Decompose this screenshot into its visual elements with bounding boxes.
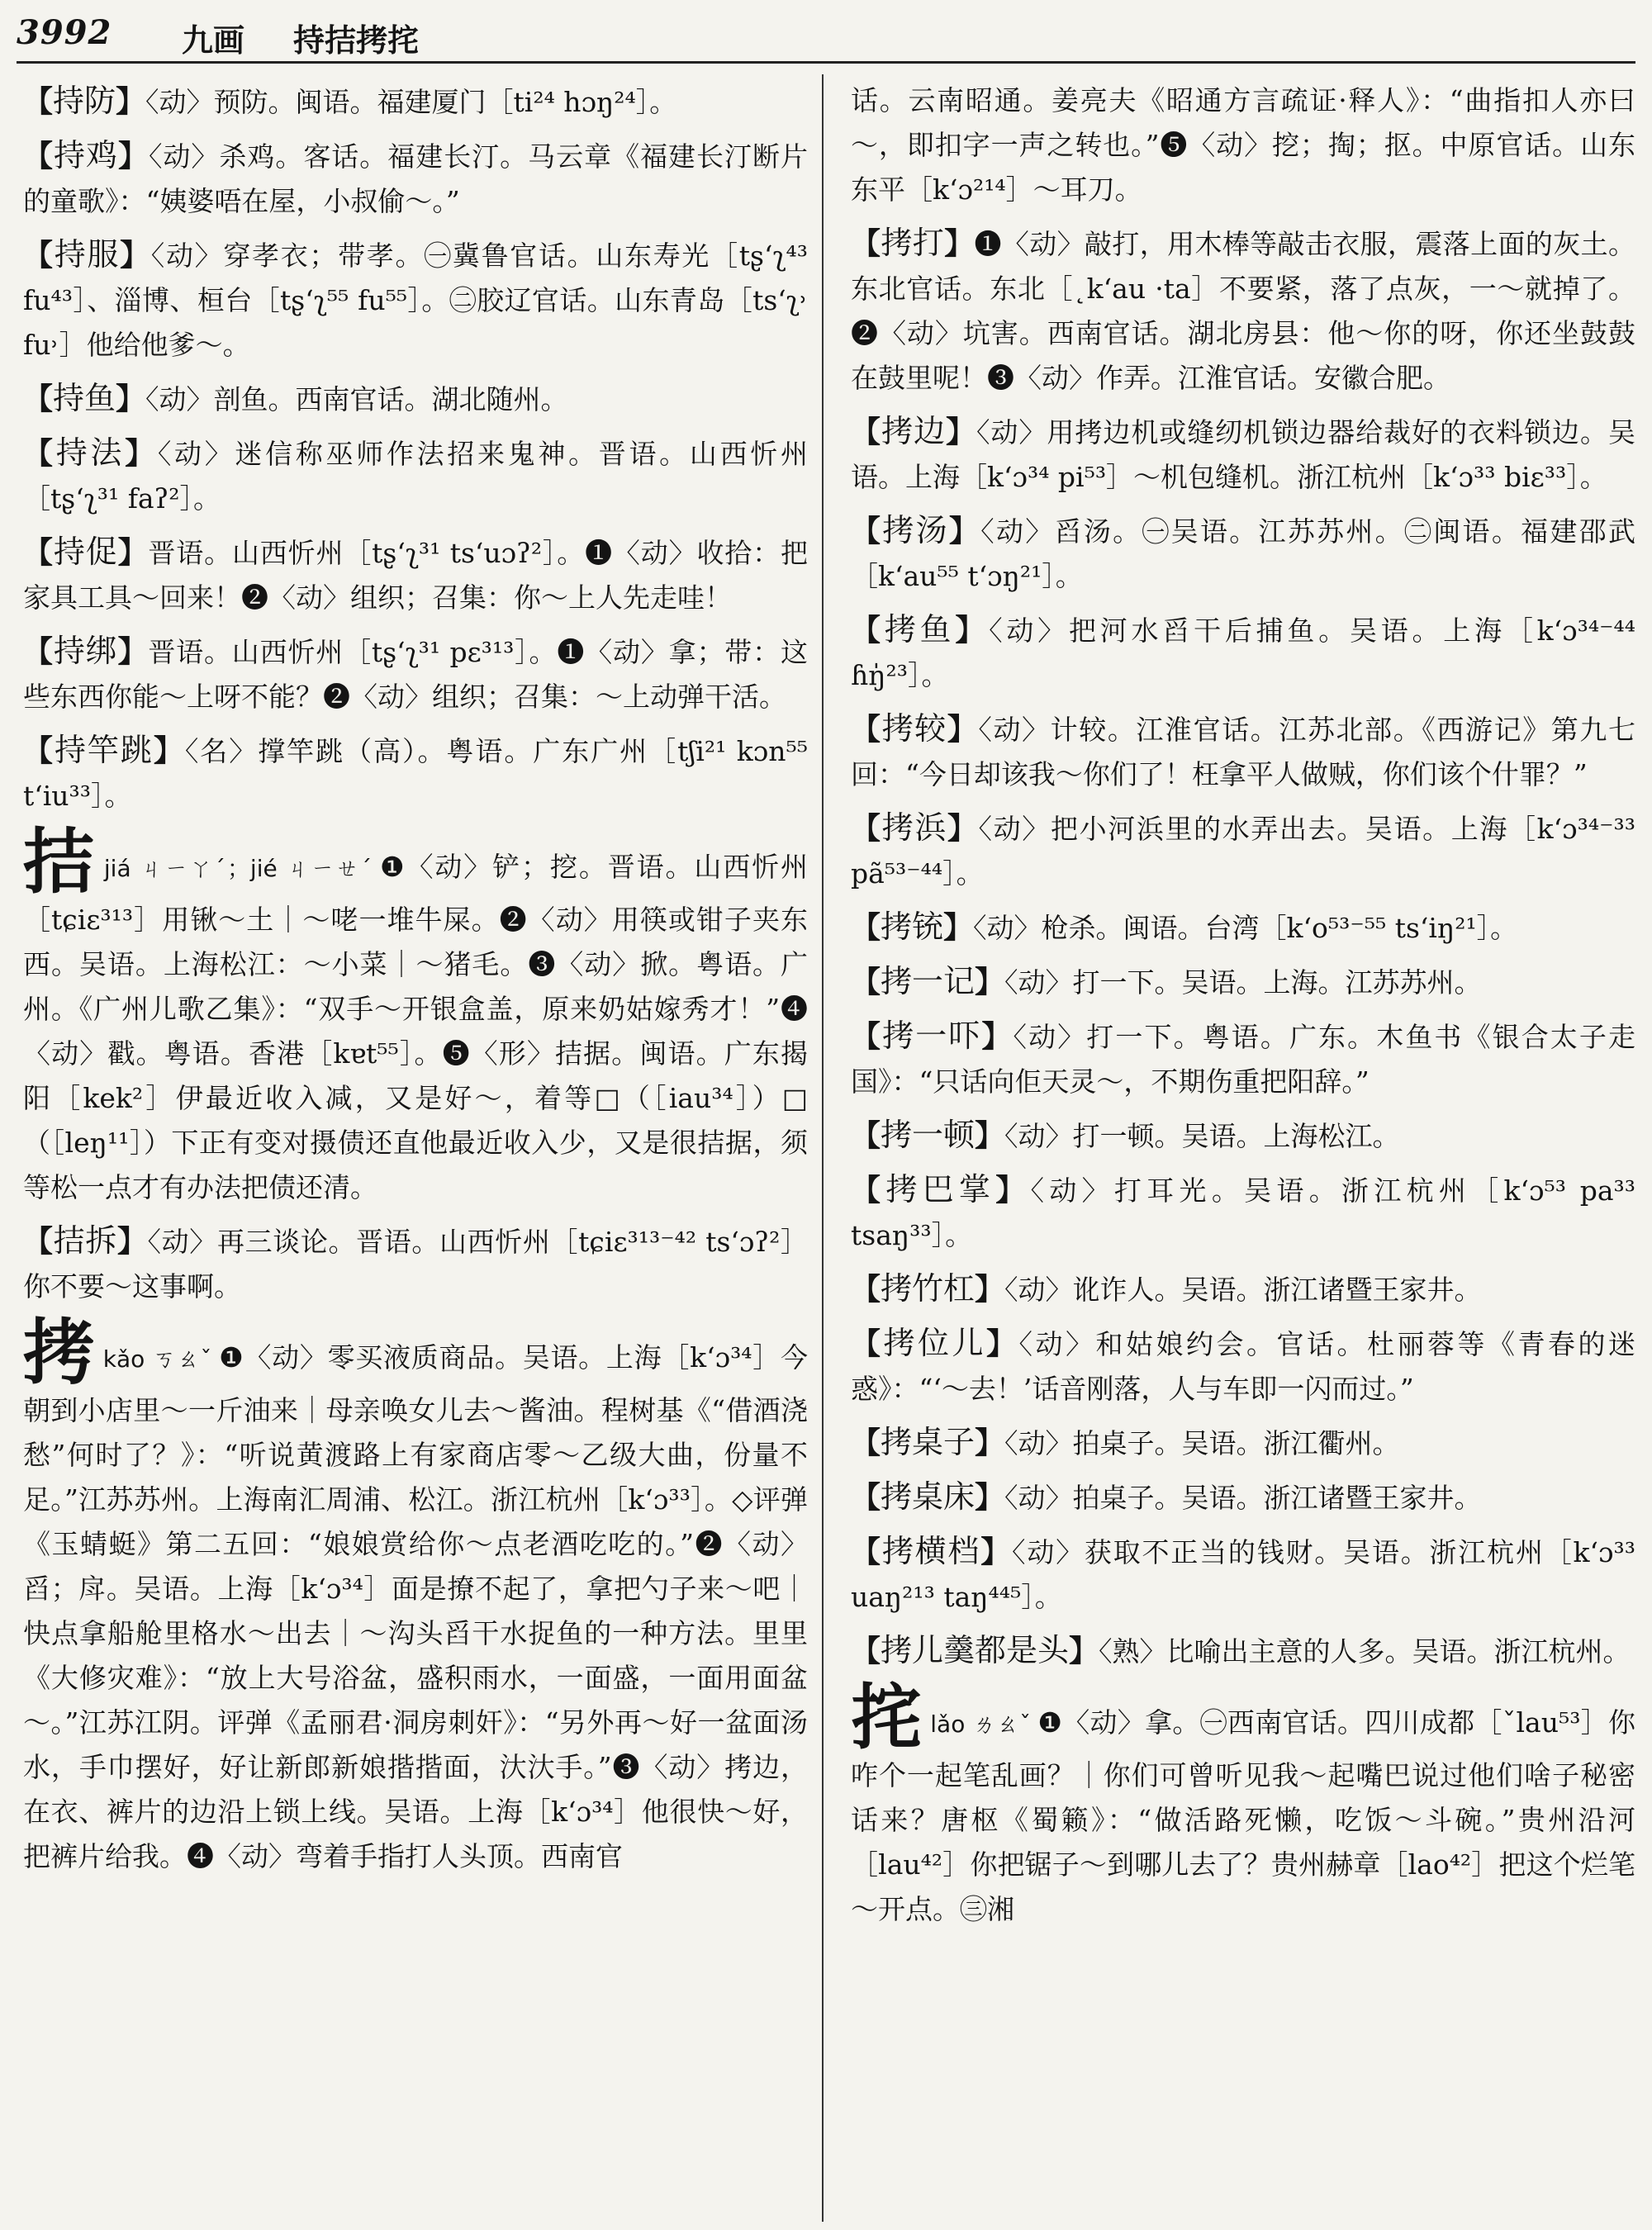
compound-entry <box>851 1420 1635 1466</box>
headword: 持鸡 <box>53 137 118 173</box>
definition-text: 〈动〉打一下。吴语。上海。江苏苏州。 <box>1004 966 1482 999</box>
headword: 持防 <box>53 83 116 119</box>
close-bracket: 】 <box>153 733 185 768</box>
close-bracket: 】 <box>975 1118 1005 1153</box>
open-bracket: 【 <box>851 910 881 945</box>
headword: 拷一顿 <box>881 1117 976 1153</box>
open-bracket: 【 <box>23 535 54 570</box>
close-bracket: 】 <box>117 139 149 173</box>
definition-text: 〈动〉舀汤。㊀吴语。江苏苏州。㊁闽语。福建邵武［kʻau⁵⁵ tʻɔŋ²¹］。 <box>851 515 1635 592</box>
close-bracket: 】 <box>995 1173 1031 1208</box>
headword: 拷边 <box>881 413 946 449</box>
open-bracket: 【 <box>851 415 881 449</box>
definition-text: 〈动〉拍桌子。吴语。浙江诸暨王家井。 <box>1004 1482 1482 1514</box>
headword: 拷一记 <box>881 963 976 999</box>
headword: 拷桌子 <box>881 1424 976 1460</box>
compound-entry <box>851 1474 1635 1521</box>
open-bracket: 【 <box>851 226 881 261</box>
open-bracket: 【 <box>23 382 54 416</box>
open-bracket: 【 <box>851 613 885 648</box>
compound-entry <box>851 1013 1635 1104</box>
open-bracket: 【 <box>851 1326 884 1361</box>
open-bracket: 【 <box>851 1272 881 1307</box>
headword: 拷竹杠 <box>881 1270 976 1307</box>
open-bracket: 【 <box>23 84 54 119</box>
compound-entry <box>851 607 1635 698</box>
open-bracket: 【 <box>23 733 55 768</box>
compound-entry <box>851 1167 1635 1258</box>
header-rule <box>17 61 1635 64</box>
headword: 拷巴掌 <box>885 1171 996 1208</box>
open-bracket: 【 <box>851 1426 881 1460</box>
headword: 持竿跳 <box>54 732 154 768</box>
open-bracket: 【 <box>851 811 882 846</box>
compound-entry <box>23 232 808 368</box>
headword: 拷铳 <box>881 909 944 945</box>
close-bracket: 】 <box>980 1535 1013 1569</box>
compound-entry <box>851 706 1635 797</box>
open-bracket: 【 <box>851 1480 881 1515</box>
close-bracket: 】 <box>947 712 979 747</box>
definition-text: 〈动〉杀鸡。客话。福建长汀。马云章《福建长汀断片的童歌》：“姨婆唔在屋，小叔偷～。” <box>23 140 808 217</box>
close-bracket: 】 <box>945 415 976 449</box>
headword: 拮拆 <box>53 1222 117 1259</box>
definition-text: 〈动〉打一顿。吴语。上海松江。 <box>1004 1120 1400 1152</box>
close-bracket: 】 <box>981 1019 1014 1054</box>
page-headwords: 持拮拷挓 <box>293 21 420 59</box>
close-bracket: 】 <box>947 811 979 846</box>
page-section: 九画 <box>182 21 245 59</box>
headword: 拷桌床 <box>881 1478 976 1515</box>
close-bracket: 】 <box>975 1272 1005 1307</box>
compound-entry <box>23 430 808 521</box>
definition-text: 〈动〉穿孝衣；带孝。㊀冀鲁官话。山东寿光［tʂʻʅ⁴³ fu⁴³］、淄博、桓台［tʂʻʅ⁵⁵ fu⁵⁵］。㊁胶辽官话。山东青岛［tsʻʅ˒ fu˒］他给他爹～。 <box>23 240 808 361</box>
close-bracket: 】 <box>1069 1634 1099 1668</box>
open-bracket: 【 <box>851 1019 883 1054</box>
definition-text: 〈名〉撑竿跳（高）。粤语。广东广州［tʃi²¹ kɔn⁵⁵ tʻiu³³］。 <box>23 735 808 812</box>
pinyin-reading: kǎo ㄎㄠˇ <box>102 1345 213 1373</box>
close-bracket: 】 <box>975 1480 1005 1515</box>
open-bracket: 【 <box>851 965 881 999</box>
definition-text: 〈动〉打耳光。吴语。浙江杭州［kʻɔ⁵³ pa³³ tsaŋ³³］。 <box>851 1174 1635 1251</box>
headword: 拷儿羹都是头 <box>881 1632 1070 1668</box>
definition-text: 〈动〉打一下。粤语。广东。木鱼书《银合太子走国》：“只话向佢天灵～，不期伤重把阳辞。” <box>851 1021 1635 1098</box>
column-divider <box>822 74 824 2222</box>
definition-text: 〈动〉计较。江淮官话。江苏北部。《西游记》第九七回：“今日却该我～你们了！枉拿平人做贼，你们该个什罪？” <box>851 714 1635 790</box>
close-bracket: 】 <box>120 238 151 273</box>
open-bracket: 【 <box>851 1634 881 1668</box>
compound-entry <box>23 133 808 224</box>
headword: 拷横档 <box>881 1533 981 1569</box>
close-bracket: 】 <box>125 436 158 471</box>
headword: 拷一吓 <box>882 1018 982 1054</box>
left-column <box>23 78 808 1887</box>
definition-text: 〈动〉再三谈论。晋语。山西忻州［tɕiɛ³¹³⁻⁴² tsʻɔʔ²］你不要～这事啊。 <box>23 1226 808 1302</box>
compound-entry <box>23 529 808 620</box>
headword: 拷打 <box>881 225 945 261</box>
compound-entry <box>23 629 808 719</box>
close-bracket: 】 <box>975 1426 1005 1460</box>
headword: 拷汤 <box>882 512 949 548</box>
definition-text: ❶〈动〉敲打，用木棒等敲击衣服，震落上面的灰土。东北官话。东北［˛kʻau ·ta］不要紧，落了点灰，一～就掉了。❷〈动〉坑害。西南官话。湖北房县：他～你的呀，你还坐鼓鼓在鼓里呢！❸〈动〉作弄。江淮官话。安徽合肥。 <box>851 228 1635 394</box>
open-bracket: 【 <box>23 436 56 471</box>
headword: 持鱼 <box>53 380 116 416</box>
open-bracket: 【 <box>851 1118 881 1153</box>
headword: 持法 <box>55 434 126 471</box>
close-bracket: 】 <box>117 634 149 669</box>
open-bracket: 【 <box>851 712 882 747</box>
open-bracket: 【 <box>23 1224 54 1259</box>
close-bracket: 】 <box>955 613 990 648</box>
definition-text: ❶〈动〉零买液质商品。吴语。上海［kʻɔ³⁴］今朝到小店里～一斤油来｜母亲唤女儿去～酱油。程树基《“借酒浇愁”何时了？》：“听说黄渡路上有家商店零～乙级大曲，份量不足。”江苏苏州。上海南汇周浦、松江。浙江杭州［kʻɔ³³］。◇评弹《玉蜻蜓》第二五回：“娘娘赏给你～点老酒吃吃的。”❷〈动〉舀；戽。吴语。上海［kʻɔ³⁴］面是撩不起了，拿把勺子来～吧｜快点拿船舱里格水～出去｜～沟头舀干水捉鱼的一种方法。里里《大修灾难》：“放上大号浴盆，盛积雨水，一面盛，一面用面盆～。”江苏江阴。评弹《孟丽君·洞房刺奸》：“另外再～好一盆面汤水，手巾摆好，好让新郎新娘揩揩面，汏汏手。”❸〈动〉拷边，在衣、裤片的边沿上锁上线。吴语。上海［kʻɔ³⁴］他很快～好，把裤片给我。❹〈动〉弯着手指打人头顶。西南官 <box>23 1341 809 1872</box>
definition-text: 〈动〉把河水舀干后捕鱼。吴语。上海［kʻɔ³⁴⁻⁴⁴ ɦŋ̍²³］。 <box>851 614 1635 691</box>
open-bracket: 【 <box>851 1173 886 1208</box>
headword: 持促 <box>53 534 118 570</box>
compound-entry <box>851 1266 1635 1312</box>
compound-entry <box>851 409 1635 500</box>
headword: 拷较 <box>881 710 947 747</box>
compound-entry <box>23 1218 808 1309</box>
close-bracket: 】 <box>116 1224 148 1259</box>
compound-entry <box>851 805 1635 896</box>
close-bracket: 】 <box>986 1326 1019 1361</box>
continuation-entry <box>851 78 1635 212</box>
right-column <box>851 78 1635 1940</box>
definition-text: 〈动〉用拷边机或缝纫机锁边器给裁好的衣料锁边。吴语。上海［kʻɔ³⁴ pi⁵³］～机包缝机。浙江杭州［kʻɔ³³ biɛ³³］。 <box>851 416 1635 493</box>
definition-text: 〈动〉拍桌子。吴语。浙江衢州。 <box>1004 1427 1400 1459</box>
definition-text: 晋语。山西忻州［tʂʻʅ³¹ pɛ³¹³］。❶〈动〉拿；带：这些东西你能～上呀不能？❷〈动〉组织；召集：～上动弹干活。 <box>23 636 808 713</box>
definition-text: 〈动〉预防。闽语。福建厦门［ti²⁴ hɔŋ²⁴］。 <box>145 86 677 118</box>
headword: 持服 <box>54 236 121 273</box>
compound-entry <box>851 508 1635 599</box>
open-bracket: 【 <box>23 139 54 173</box>
definition-text: 〈动〉获取不正当的钱财。吴语。浙江杭州［kʻɔ³³ uaŋ²¹³ taŋ⁴⁴⁵］。 <box>851 1536 1635 1613</box>
compound-entry <box>23 728 808 818</box>
page-header <box>17 10 1635 68</box>
pinyin-reading: jiá ㄐㄧㄚˊ；jié ㄐㄧㄝˊ <box>103 855 374 882</box>
close-bracket: 】 <box>116 84 146 119</box>
definition-text: ❶〈动〉拿。㊀西南官话。四川成都［ˇlau⁵³］你咋个一起笔乱画？｜你们可曾听见我～起嘴巴说过他们啥子秘密话来？唐枢《蜀籁》：“做活路死懒，吃饭～斗碗。”贵州沿河［lau⁴²］你把锯子～到哪儿去了？贵州赫章［lao⁴²］把这个烂笔～开点。㊂湘 <box>851 1706 1635 1925</box>
headword: 持绑 <box>53 633 118 669</box>
headword: 拷位儿 <box>883 1325 986 1361</box>
compound-entry <box>851 959 1635 1005</box>
close-bracket: 】 <box>117 535 149 570</box>
close-bracket: 】 <box>948 514 981 548</box>
head-character: 挓 <box>851 1676 923 1759</box>
close-bracket: 】 <box>975 965 1005 999</box>
page-number: 3992 <box>17 13 112 52</box>
character-entry <box>851 1676 1635 1932</box>
compound-entry <box>23 78 808 125</box>
close-bracket: 】 <box>116 382 146 416</box>
compound-entry <box>851 1113 1635 1159</box>
character-entry <box>23 820 809 1210</box>
open-bracket: 【 <box>23 238 55 273</box>
definition-text: ❶〈动〉铲；挖。晋语。山西忻州［tɕiɛ³¹³］用锹～土｜～咾一堆牛屎。❷〈动〉用筷或钳子夹东西。吴语。上海松江：～小菜｜～猪毛。❸〈动〉掀。粤语。广州。《广州儿歌乙集》：“双手～开银盒盖，原来奶姑嫁秀才！”❹〈动〉戳。粤语。香港［kɐt⁵⁵］。❺〈形〉拮据。闽语。广东揭阳［kek²］伊最近收入减，又是好～，着等□（［iau³⁴］）□（［leŋ¹¹］）下正有变对摄债还直他最近收入少，又是很拮据，须等松一点才有办法把债还清。 <box>23 851 809 1203</box>
definition-text: 晋语。山西忻州［tʂʻʅ³¹ tsʻuɔʔ²］。❶〈动〉收拾：把家具工具～回来！❷〈动〉组织；召集：你～上人先走哇！ <box>23 537 808 614</box>
compound-entry <box>851 1321 1635 1412</box>
character-entry <box>23 1311 809 1879</box>
open-bracket: 【 <box>851 514 883 548</box>
definition-text: 〈动〉迷信称巫师作法招来鬼神。晋语。山西忻州［tʂʻʅ³¹ faʔ²］。 <box>23 438 808 515</box>
compound-entry <box>851 221 1635 401</box>
compound-entry <box>23 376 808 422</box>
close-bracket: 】 <box>943 910 974 945</box>
headword: 拷鱼 <box>884 611 956 648</box>
close-bracket: 】 <box>944 226 975 261</box>
definition-text: 〈动〉剖鱼。西南官话。湖北随州。 <box>145 383 568 415</box>
definition-text: 话。云南昭通。姜亮夫《昭通方言疏证·释人》：“曲指扣人亦曰～，即扣字一声之转也。”❺〈动〉挖；掏；抠。中原官话。山东东平［kʻɔ²¹⁴］～耳刀。 <box>851 84 1635 206</box>
compound-entry <box>851 1628 1635 1674</box>
definition-text: 〈熟〉比喻出主意的人多。吴语。浙江杭州。 <box>1099 1635 1631 1668</box>
definition-text: 〈动〉和姑娘约会。官话。杜丽蓉等《青春的迷惑》：“‘～去！’话音刚落，人与车即一闪而过。” <box>851 1328 1635 1405</box>
head-character: 拷 <box>23 1311 95 1394</box>
compound-entry <box>851 904 1635 951</box>
definition-text: 〈动〉枪杀。闽语。台湾［kʻo⁵³⁻⁵⁵ tsʻiŋ²¹］。 <box>973 912 1518 944</box>
open-bracket: 【 <box>23 634 54 669</box>
compound-entry <box>851 1529 1635 1620</box>
pinyin-reading: lǎo ㄌㄠˇ <box>930 1710 1032 1738</box>
head-character: 拮 <box>23 820 96 904</box>
open-bracket: 【 <box>851 1535 882 1569</box>
definition-text: 〈动〉把小河浜里的水弄出去。吴语。上海［kʻɔ³⁴⁻³³ pã⁵³⁻⁴⁴］。 <box>851 813 1635 890</box>
definition-text: 〈动〉讹诈人。吴语。浙江诸暨王家井。 <box>1004 1274 1482 1306</box>
headword: 拷浜 <box>881 809 947 846</box>
